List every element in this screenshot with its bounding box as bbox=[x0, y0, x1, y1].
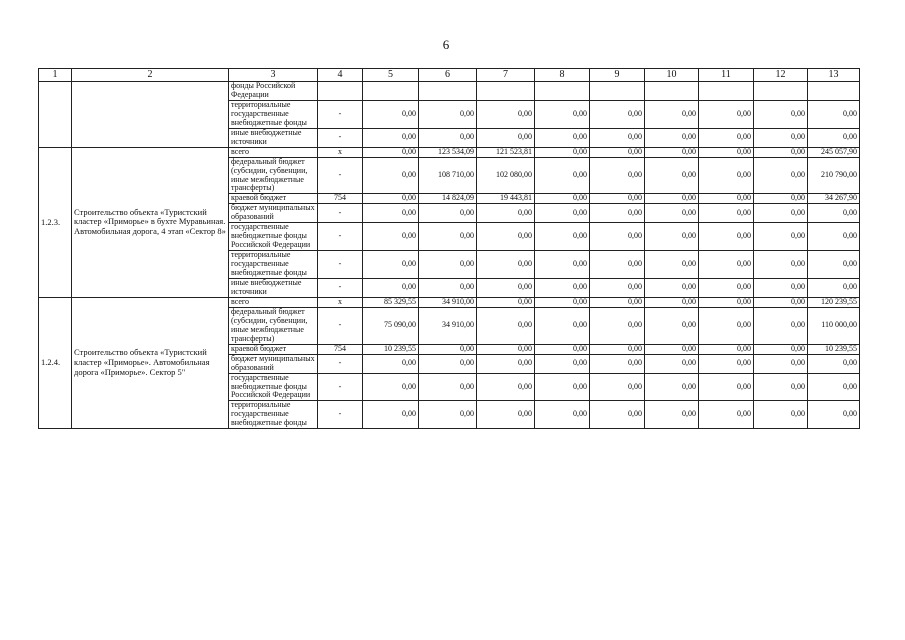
value-cell: 0,00 bbox=[363, 373, 419, 401]
value-cell: 0,00 bbox=[808, 128, 860, 147]
value-cell: 0,00 bbox=[363, 194, 419, 204]
value-cell: 0,00 bbox=[363, 223, 419, 251]
value-cell: 0,00 bbox=[699, 204, 754, 223]
funding-source: краевой бюджет bbox=[229, 344, 318, 354]
budget-code: - bbox=[318, 223, 363, 251]
value-cell bbox=[477, 82, 535, 101]
value-cell: 0,00 bbox=[590, 223, 645, 251]
value-cell: 0,00 bbox=[590, 279, 645, 298]
value-cell: 0,00 bbox=[699, 251, 754, 279]
value-cell: 0,00 bbox=[645, 251, 699, 279]
value-cell: 0,00 bbox=[754, 147, 808, 157]
value-cell: 0,00 bbox=[477, 307, 535, 344]
table-header-row bbox=[39, 69, 860, 82]
value-cell: 0,00 bbox=[590, 251, 645, 279]
value-cell: 0,00 bbox=[535, 297, 590, 307]
value-cell: 245 057,90 bbox=[808, 147, 860, 157]
table-row bbox=[39, 82, 860, 101]
value-cell: 0,00 bbox=[477, 354, 535, 373]
funding-source: бюджет муниципальных образований bbox=[229, 354, 318, 373]
item-name: Строительство объекта «Туристский кластер «Приморье» в бухте Муравьиная. Автомобильная дорога, 4 этап «Сектор 8» bbox=[72, 147, 229, 297]
funding-source: территориальные государственные внебюджетные фонды bbox=[229, 401, 318, 429]
value-cell: 0,00 bbox=[535, 401, 590, 429]
value-cell: 0,00 bbox=[808, 100, 860, 128]
table-row bbox=[39, 147, 860, 157]
value-cell: 0,00 bbox=[645, 157, 699, 194]
value-cell: 0,00 bbox=[754, 128, 808, 147]
budget-code bbox=[318, 82, 363, 101]
value-cell: 0,00 bbox=[590, 307, 645, 344]
value-cell: 0,00 bbox=[477, 279, 535, 298]
budget-code: - bbox=[318, 354, 363, 373]
budget-code: - bbox=[318, 204, 363, 223]
column-header: 11 bbox=[699, 69, 754, 82]
funding-source: иные внебюджетные источники bbox=[229, 279, 318, 298]
value-cell: 0,00 bbox=[535, 223, 590, 251]
value-cell bbox=[419, 82, 477, 101]
value-cell: 10 239,55 bbox=[363, 344, 419, 354]
value-cell bbox=[754, 82, 808, 101]
value-cell: 0,00 bbox=[645, 194, 699, 204]
value-cell: 0,00 bbox=[645, 307, 699, 344]
value-cell: 0,00 bbox=[419, 100, 477, 128]
column-header: 2 bbox=[72, 69, 229, 82]
funding-source: территориальные государственные внебюджетные фонды bbox=[229, 251, 318, 279]
value-cell: 0,00 bbox=[699, 157, 754, 194]
value-cell: 0,00 bbox=[363, 100, 419, 128]
table-body bbox=[39, 69, 860, 429]
value-cell: 0,00 bbox=[645, 401, 699, 429]
value-cell: 0,00 bbox=[645, 279, 699, 298]
value-cell: 0,00 bbox=[419, 223, 477, 251]
row-name-cell bbox=[72, 82, 229, 148]
value-cell: 34 910,00 bbox=[419, 297, 477, 307]
value-cell: 0,00 bbox=[754, 100, 808, 128]
value-cell: 0,00 bbox=[590, 373, 645, 401]
value-cell: 0,00 bbox=[477, 373, 535, 401]
value-cell: 0,00 bbox=[363, 128, 419, 147]
column-header: 10 bbox=[645, 69, 699, 82]
item-code: 1.2.4. bbox=[39, 297, 72, 428]
value-cell bbox=[590, 82, 645, 101]
funding-source: государственные внебюджетные фонды Российской Федерации bbox=[229, 223, 318, 251]
value-cell: 102 080,00 bbox=[477, 157, 535, 194]
row-code-cell bbox=[39, 82, 72, 148]
value-cell: 0,00 bbox=[645, 147, 699, 157]
value-cell: 0,00 bbox=[645, 100, 699, 128]
column-header: 5 bbox=[363, 69, 419, 82]
value-cell: 0,00 bbox=[590, 100, 645, 128]
value-cell: 0,00 bbox=[754, 223, 808, 251]
value-cell: 0,00 bbox=[477, 128, 535, 147]
funding-source: территориальные государственные внебюджетные фонды bbox=[229, 100, 318, 128]
value-cell: 0,00 bbox=[645, 128, 699, 147]
value-cell: 0,00 bbox=[645, 297, 699, 307]
value-cell: 0,00 bbox=[645, 354, 699, 373]
budget-code: - bbox=[318, 100, 363, 128]
value-cell: 0,00 bbox=[590, 344, 645, 354]
value-cell: 0,00 bbox=[699, 307, 754, 344]
budget-code: - bbox=[318, 279, 363, 298]
value-cell: 0,00 bbox=[808, 223, 860, 251]
value-cell: 0,00 bbox=[754, 401, 808, 429]
value-cell: 0,00 bbox=[590, 354, 645, 373]
budget-code: х bbox=[318, 147, 363, 157]
budget-table bbox=[38, 68, 860, 429]
value-cell bbox=[645, 82, 699, 101]
value-cell: 0,00 bbox=[808, 251, 860, 279]
funding-source: иные внебюджетные источники bbox=[229, 128, 318, 147]
value-cell: 0,00 bbox=[645, 204, 699, 223]
value-cell: 0,00 bbox=[699, 279, 754, 298]
value-cell: 108 710,00 bbox=[419, 157, 477, 194]
value-cell: 0,00 bbox=[590, 157, 645, 194]
value-cell: 0,00 bbox=[477, 204, 535, 223]
value-cell: 0,00 bbox=[535, 194, 590, 204]
value-cell: 0,00 bbox=[535, 147, 590, 157]
value-cell: 0,00 bbox=[419, 401, 477, 429]
value-cell: 0,00 bbox=[645, 223, 699, 251]
value-cell: 0,00 bbox=[363, 401, 419, 429]
item-code: 1.2.3. bbox=[39, 147, 72, 297]
value-cell: 0,00 bbox=[419, 251, 477, 279]
value-cell bbox=[808, 82, 860, 101]
value-cell bbox=[699, 82, 754, 101]
value-cell: 0,00 bbox=[808, 204, 860, 223]
value-cell: 0,00 bbox=[590, 194, 645, 204]
value-cell: 0,00 bbox=[535, 373, 590, 401]
value-cell: 0,00 bbox=[754, 307, 808, 344]
value-cell: 0,00 bbox=[754, 194, 808, 204]
value-cell: 0,00 bbox=[535, 100, 590, 128]
column-header: 9 bbox=[590, 69, 645, 82]
value-cell: 0,00 bbox=[808, 373, 860, 401]
value-cell: 14 824,09 bbox=[419, 194, 477, 204]
funding-source: всего bbox=[229, 147, 318, 157]
value-cell: 0,00 bbox=[535, 128, 590, 147]
value-cell: 0,00 bbox=[699, 147, 754, 157]
value-cell: 0,00 bbox=[419, 128, 477, 147]
item-name: Строительство объекта «Туристский кластер «Приморье». Автомобильная дорога «Приморье». Сектор 5" bbox=[72, 297, 229, 428]
budget-code: х bbox=[318, 297, 363, 307]
funding-source: бюджет муниципальных образований bbox=[229, 204, 318, 223]
value-cell: 0,00 bbox=[754, 279, 808, 298]
value-cell: 0,00 bbox=[419, 279, 477, 298]
value-cell: 0,00 bbox=[419, 373, 477, 401]
column-header: 4 bbox=[318, 69, 363, 82]
value-cell: 0,00 bbox=[590, 147, 645, 157]
funding-source: государственные внебюджетные фонды Российской Федерации bbox=[229, 373, 318, 401]
value-cell: 0,00 bbox=[699, 401, 754, 429]
value-cell: 0,00 bbox=[363, 279, 419, 298]
value-cell: 34 267,90 bbox=[808, 194, 860, 204]
value-cell: 0,00 bbox=[699, 223, 754, 251]
value-cell: 0,00 bbox=[699, 100, 754, 128]
value-cell: 210 790,00 bbox=[808, 157, 860, 194]
value-cell: 0,00 bbox=[699, 128, 754, 147]
value-cell: 0,00 bbox=[477, 297, 535, 307]
value-cell: 75 090,00 bbox=[363, 307, 419, 344]
value-cell: 0,00 bbox=[363, 157, 419, 194]
column-header: 13 bbox=[808, 69, 860, 82]
value-cell: 0,00 bbox=[590, 297, 645, 307]
value-cell: 0,00 bbox=[477, 401, 535, 429]
funding-source: федеральный бюджет (субсидии, субвенции, иные межбюджетные трансферты) bbox=[229, 307, 318, 344]
budget-code: - bbox=[318, 128, 363, 147]
column-header: 8 bbox=[535, 69, 590, 82]
value-cell: 0,00 bbox=[754, 157, 808, 194]
value-cell: 0,00 bbox=[363, 251, 419, 279]
value-cell: 0,00 bbox=[535, 344, 590, 354]
value-cell: 0,00 bbox=[699, 354, 754, 373]
value-cell: 0,00 bbox=[535, 354, 590, 373]
value-cell: 10 239,55 bbox=[808, 344, 860, 354]
value-cell: 0,00 bbox=[754, 373, 808, 401]
value-cell: 19 443,81 bbox=[477, 194, 535, 204]
table-row bbox=[39, 297, 860, 307]
column-header: 12 bbox=[754, 69, 808, 82]
value-cell bbox=[535, 82, 590, 101]
column-header: 1 bbox=[39, 69, 72, 82]
value-cell: 85 329,55 bbox=[363, 297, 419, 307]
value-cell: 0,00 bbox=[535, 251, 590, 279]
value-cell: 0,00 bbox=[808, 354, 860, 373]
value-cell: 0,00 bbox=[754, 354, 808, 373]
value-cell: 0,00 bbox=[590, 401, 645, 429]
page-number: 6 bbox=[442, 37, 450, 52]
budget-code: 754 bbox=[318, 194, 363, 204]
value-cell: 110 000,00 bbox=[808, 307, 860, 344]
value-cell: 0,00 bbox=[699, 194, 754, 204]
column-header: 3 bbox=[229, 69, 318, 82]
funding-source: фонды Российской Федерации bbox=[229, 82, 318, 101]
value-cell: 0,00 bbox=[754, 204, 808, 223]
value-cell: 0,00 bbox=[808, 279, 860, 298]
value-cell: 121 523,81 bbox=[477, 147, 535, 157]
value-cell: 0,00 bbox=[477, 100, 535, 128]
budget-code: - bbox=[318, 401, 363, 429]
funding-source: федеральный бюджет (субсидии, субвенции, иные межбюджетные трансферты) bbox=[229, 157, 318, 194]
value-cell: 0,00 bbox=[363, 204, 419, 223]
value-cell: 0,00 bbox=[419, 344, 477, 354]
budget-code: - bbox=[318, 307, 363, 344]
budget-code: - bbox=[318, 251, 363, 279]
value-cell: 0,00 bbox=[363, 354, 419, 373]
value-cell: 0,00 bbox=[808, 401, 860, 429]
budget-code: 754 bbox=[318, 344, 363, 354]
value-cell: 0,00 bbox=[363, 147, 419, 157]
value-cell: 0,00 bbox=[535, 307, 590, 344]
value-cell: 0,00 bbox=[645, 344, 699, 354]
value-cell: 0,00 bbox=[590, 204, 645, 223]
value-cell: 0,00 bbox=[699, 297, 754, 307]
budget-code: - bbox=[318, 157, 363, 194]
value-cell: 0,00 bbox=[590, 128, 645, 147]
column-header: 7 bbox=[477, 69, 535, 82]
column-header: 6 bbox=[419, 69, 477, 82]
value-cell bbox=[363, 82, 419, 101]
value-cell: 0,00 bbox=[699, 344, 754, 354]
value-cell: 120 239,55 bbox=[808, 297, 860, 307]
value-cell: 0,00 bbox=[645, 373, 699, 401]
funding-source: краевой бюджет bbox=[229, 194, 318, 204]
value-cell: 0,00 bbox=[477, 251, 535, 279]
value-cell: 0,00 bbox=[477, 344, 535, 354]
value-cell: 123 534,09 bbox=[419, 147, 477, 157]
value-cell: 0,00 bbox=[419, 354, 477, 373]
value-cell: 0,00 bbox=[535, 204, 590, 223]
value-cell: 0,00 bbox=[754, 251, 808, 279]
value-cell: 0,00 bbox=[754, 344, 808, 354]
value-cell: 0,00 bbox=[477, 223, 535, 251]
value-cell: 0,00 bbox=[535, 279, 590, 298]
funding-source: всего bbox=[229, 297, 318, 307]
value-cell: 0,00 bbox=[419, 204, 477, 223]
value-cell: 0,00 bbox=[754, 297, 808, 307]
value-cell: 34 910,00 bbox=[419, 307, 477, 344]
value-cell: 0,00 bbox=[699, 373, 754, 401]
value-cell: 0,00 bbox=[535, 157, 590, 194]
budget-code: - bbox=[318, 373, 363, 401]
